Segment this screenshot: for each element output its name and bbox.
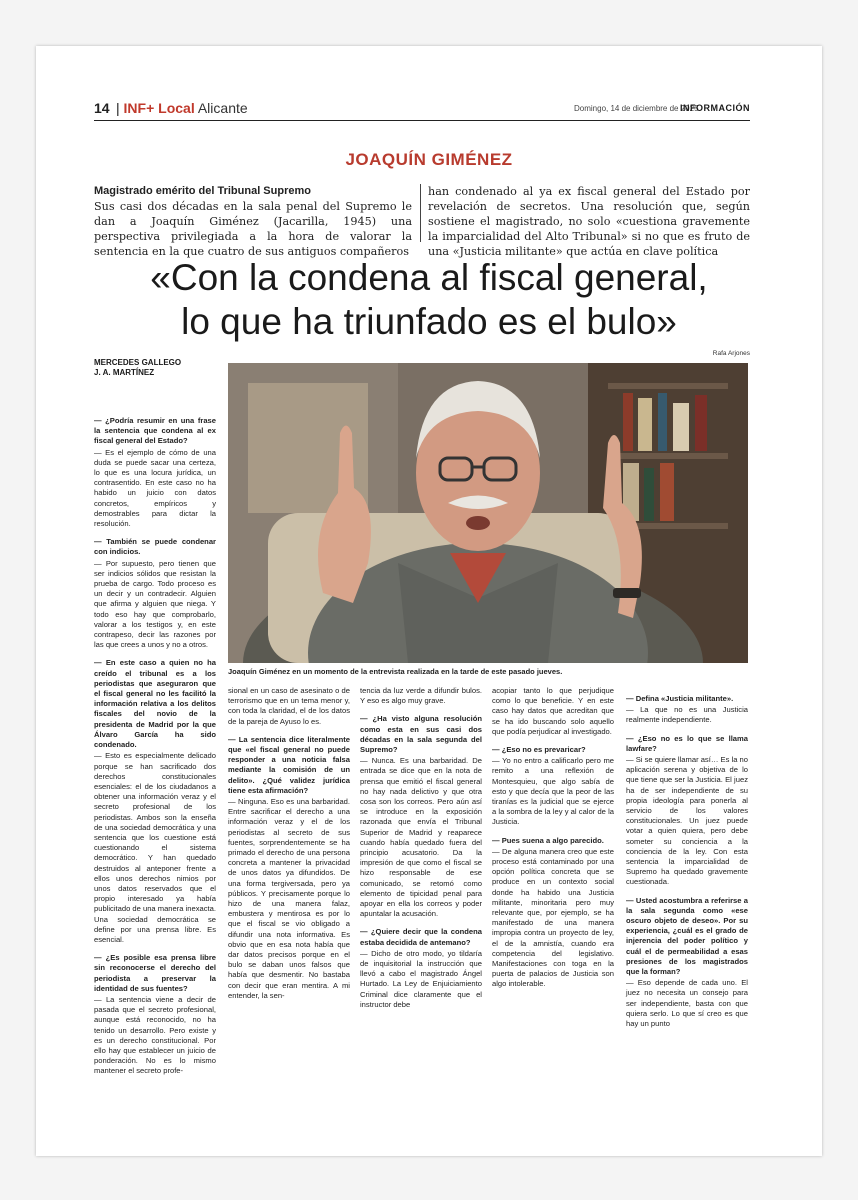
answer: — Eso depende de cada uno. El juez no necesita un consejo para ser independiente, basta con que quiera serlo. Lo que sí creo es que hay un punto: [626, 978, 748, 1029]
photo-credit: Rafa Arjones: [712, 350, 750, 357]
qa-block: [94, 953, 216, 1076]
answer: — La que no es una Justicia realmente independiente.: [626, 705, 748, 725]
answer: — Por supuesto, pero tienen que ser indicios sólidos que resistan la prueba de cargo. Todo proceso es un decir y un contradecir. Alguien que afirma y alguien que niega. Y todo eso hay que comprobarlo, valorar a los testigos y, en este contrapeso, decir las razones por las que crees a unos y no a otros.: [94, 558, 216, 650]
author-1: MERCEDES GALLEGO: [94, 358, 182, 367]
author-2: J. A. MARTÍNEZ: [94, 368, 155, 377]
question: — ¿Es posible esa prensa libre sin reconocerse el derecho del periodista a preservar la identidad de sus fuentes?: [94, 953, 216, 993]
answer: — De alguna manera creo que este proceso está contaminado por una opción política concreta que se produce en un contexto social donde ha habido una Justicia militante, minoritaria pero muy relevante que, por ejemplo, se ha manifestado de una manera impropia contra un proyecto de ley, el de la amnistía, cuando era competencia del legislativo. Manifestaciones con toga en la puerta de palacios de Justicia son algo intolerable.: [492, 846, 614, 989]
qa-block: [492, 836, 614, 990]
answer: sional en un caso de asesinato o de terrorismo que en un tema menor y, con toda la claridad, el de los datos de la pareja de Ayuso lo es.: [228, 686, 350, 726]
answer: — Ninguna. Eso es una barbaridad. Entre sacrificar el derecho a una información veraz y el de los periodistas al secreto de sus fuentes, sorprendentemente se ha primado el derecho de una persona concreta a mantener la privacidad de unos datos ya difundidos. De una forma tergiversada, pero ya públicos. Y precisamente porque lo hizo de una manera falaz, embustera y mentirosa es por lo que el fiscal se vio obligado a difundir una nota informativa. Es obvio que en esa nota había que dar datos precisos porque en el bulo se daban unos falsos que había que desmentir. No bastaba con decir que eran mentira. A mi entender, la sen-: [228, 797, 350, 1000]
column-4: [626, 686, 748, 1035]
interview-photo: [228, 363, 748, 663]
qa-block: [360, 714, 482, 919]
qa-block: [626, 896, 748, 1030]
answer: acopiar tanto lo que perjudique como lo que beneficie. Y en este caso hay datos que acreditan que se ha ido buscando solo aquello que podía perjudicar al investigado.: [492, 686, 614, 736]
question: — Usted acostumbra a referirse a la sala segunda como «ese oscuro objeto de deseo». Por su experiencia, ¿cuál es el grado de injerencia del poder político y cuál el de permeabilidad a esas presiones de los magistrados que la forman?: [626, 895, 748, 977]
interviewee-name: JOAQUÍN GIMÉNEZ: [345, 150, 513, 169]
answer: — Esto es especialmente delicado porque se han sacrificado dos derechos constitucionales esenciales: el de los ciudadanos a obtener una información veraz y el secreto profesional de los periodistas. Ambos son la enseña de una sociedad democrática y una sentencia que los cuestione está cuestionando el sistema democrático. Y han quedado destruidos al anteponer frente a ellos unos derechos nimios por unos datos reservados que el propio interesado ya había publicitado de una manera inexacta. Una sociedad democrática se define por una prensa libre. Es esencial.: [94, 751, 217, 944]
intro-divider: [420, 184, 421, 242]
headline-line-1: «Con la condena al fiscal general,: [150, 257, 708, 298]
column-left: [94, 408, 216, 1083]
section-city: Alicante: [197, 100, 248, 116]
qa-block: [492, 745, 614, 828]
section-name: INF+ Local: [123, 100, 195, 116]
question: — En este caso a quien no ha creído el tribunal es a los periodistas que aseguraron que el fiscal general no les facilitó la información relativa a los delitos fiscales del novio de la presidenta de Madrid por la que Álvaro García ha sido condenado.: [94, 658, 216, 750]
question: — La sentencia dice literalmente que «el fiscal general no puede responder a una noticia falsa mediante la comisión de un delito». ¿Qué validez jurídica tiene esta afirmación?: [228, 734, 350, 795]
column-1: [228, 686, 350, 1007]
question: — ¿Podría resumir en una frase la sentencia que condena al ex fiscal general del Estado?: [94, 416, 216, 446]
question: — Defina «Justicia militante».: [626, 694, 734, 703]
byline: [94, 358, 181, 378]
column-2: [360, 686, 482, 1016]
answer: — Si se quiere llamar así… Es la no aplicación serena y objetiva de lo que tiene que ser la Justicia. El juez ha de ser independiente de su propia ideología para ponerla al servicio de los valores constitucionales. Un juez puede votar a quien quiera, pero debe someter su conciencia a la conciencia de la ley. Con esta sentencia la imparcialidad de Supremo ha quedado gravemente cuestionada.: [626, 755, 748, 887]
answer: — Yo no entro a calificarlo pero me remito a una reflexión de Montesquieu, que algo sabía de esto y que decía que la peor de las tiranías es la judicial que se ejerce a la sombra de la ley y al calor de la Justicia.: [492, 756, 614, 827]
question: — ¿Quiere decir que la condena estaba decidida de antemano?: [360, 927, 482, 947]
question: — Pues suena a algo parecido.: [492, 835, 604, 845]
qa-block: [626, 734, 748, 888]
photo-caption: Joaquín Giménez en un momento de la entrevista realizada en la tarde de este pasado jueves.: [228, 667, 563, 676]
qa-block: [94, 416, 216, 529]
section-separator: |: [116, 100, 120, 116]
answer: — Dicho de otro modo, yo tildaría de inquisitorial la instrucción que llevó a cabo el magistrado Ángel Hurtado. La Ley de Enjuiciamiento Criminal dice claramente que el instructor debe: [360, 948, 482, 1009]
qa-block: [360, 927, 482, 1010]
answer: — Nunca. Es una barbaridad. De entrada se dice que en la nota de prensa que emitió el fiscal general no hay nada delictivo y que otra cosa son los correos. Pero aún así se introduce en la exposición razonada que envía el Tribunal Superior de Madrid y reaparece cuando había quedado fuera del principio acusatorio. Da la impresión de que como el fiscal se hizo responsable de ese comunicado, se retomó como elemento de tipicidad penal para apoyar en ella los correos y poder apuntalar la acusación.: [360, 756, 482, 919]
intro-kicker: Magistrado emérito del Tribunal Supremo: [94, 185, 311, 197]
headline: [60, 256, 798, 344]
answer: tencia da luz verde a difundir bulos. Y eso es algo muy grave.: [360, 686, 482, 706]
headline-line-2: lo que ha triunfado es el bulo»: [181, 301, 677, 342]
intro-left-text: Sus casi dos décadas en la sala penal del Supremo le dan a Joaquín Giménez (Jacarilla, 1945) una perspectiva privilegiada a la hora de valorar la sentencia en la que cuatro de sus antiguos compañeros: [94, 200, 412, 258]
question: — ¿Eso no es lo que se llama lawfare?: [626, 733, 748, 753]
qa-block: [94, 537, 216, 650]
question: — ¿Ha visto alguna resolución como esta en sus casi dos décadas en la sala segunda del Supremo?: [360, 714, 482, 755]
section-label: [116, 100, 248, 116]
qa-block: [228, 735, 350, 1001]
qa-block: [94, 658, 216, 945]
intro-left: [94, 184, 412, 259]
publication-name: INFORMACIÓN: [680, 103, 750, 113]
question: — También se puede condenar con indicios.: [94, 537, 216, 557]
page-header: [94, 100, 750, 121]
column-3: [492, 686, 614, 996]
answer: — La sentencia viene a decir de pasada que el secreto profesional, aunque está reconocido, no ha tenido un desarrollo. Pero existe y es un derecho constitucional. Por ello hay que establecer un juicio de ponderación. No es lo mismo mantener el secreto profe-: [94, 994, 216, 1076]
page-number: 14: [94, 100, 110, 116]
photo-illustration: [228, 363, 748, 663]
issue-date: Domingo, 14 de diciembre de 2025: [574, 104, 699, 113]
question: — ¿Eso no es prevaricar?: [492, 745, 586, 755]
answer: — Es el ejemplo de cómo de una duda se puede sacar una certeza, lo que es una locura jurídica, un contrasentido. En este caso no ha habido un juicio con datos concretos, empíricos y demostrables para dictar la resolución.: [94, 447, 216, 529]
intro-right-text: han condenado al ya ex fiscal general del Estado por revelación de secretos. Una resolución que, según sostiene el magistrado, no solo «cuestiona gravemente la imparcialidad del Alto Tribunal» si no que es fruto de una «Justicia militante» que actúa en clave política: [428, 185, 750, 258]
qa-block: [626, 694, 748, 726]
